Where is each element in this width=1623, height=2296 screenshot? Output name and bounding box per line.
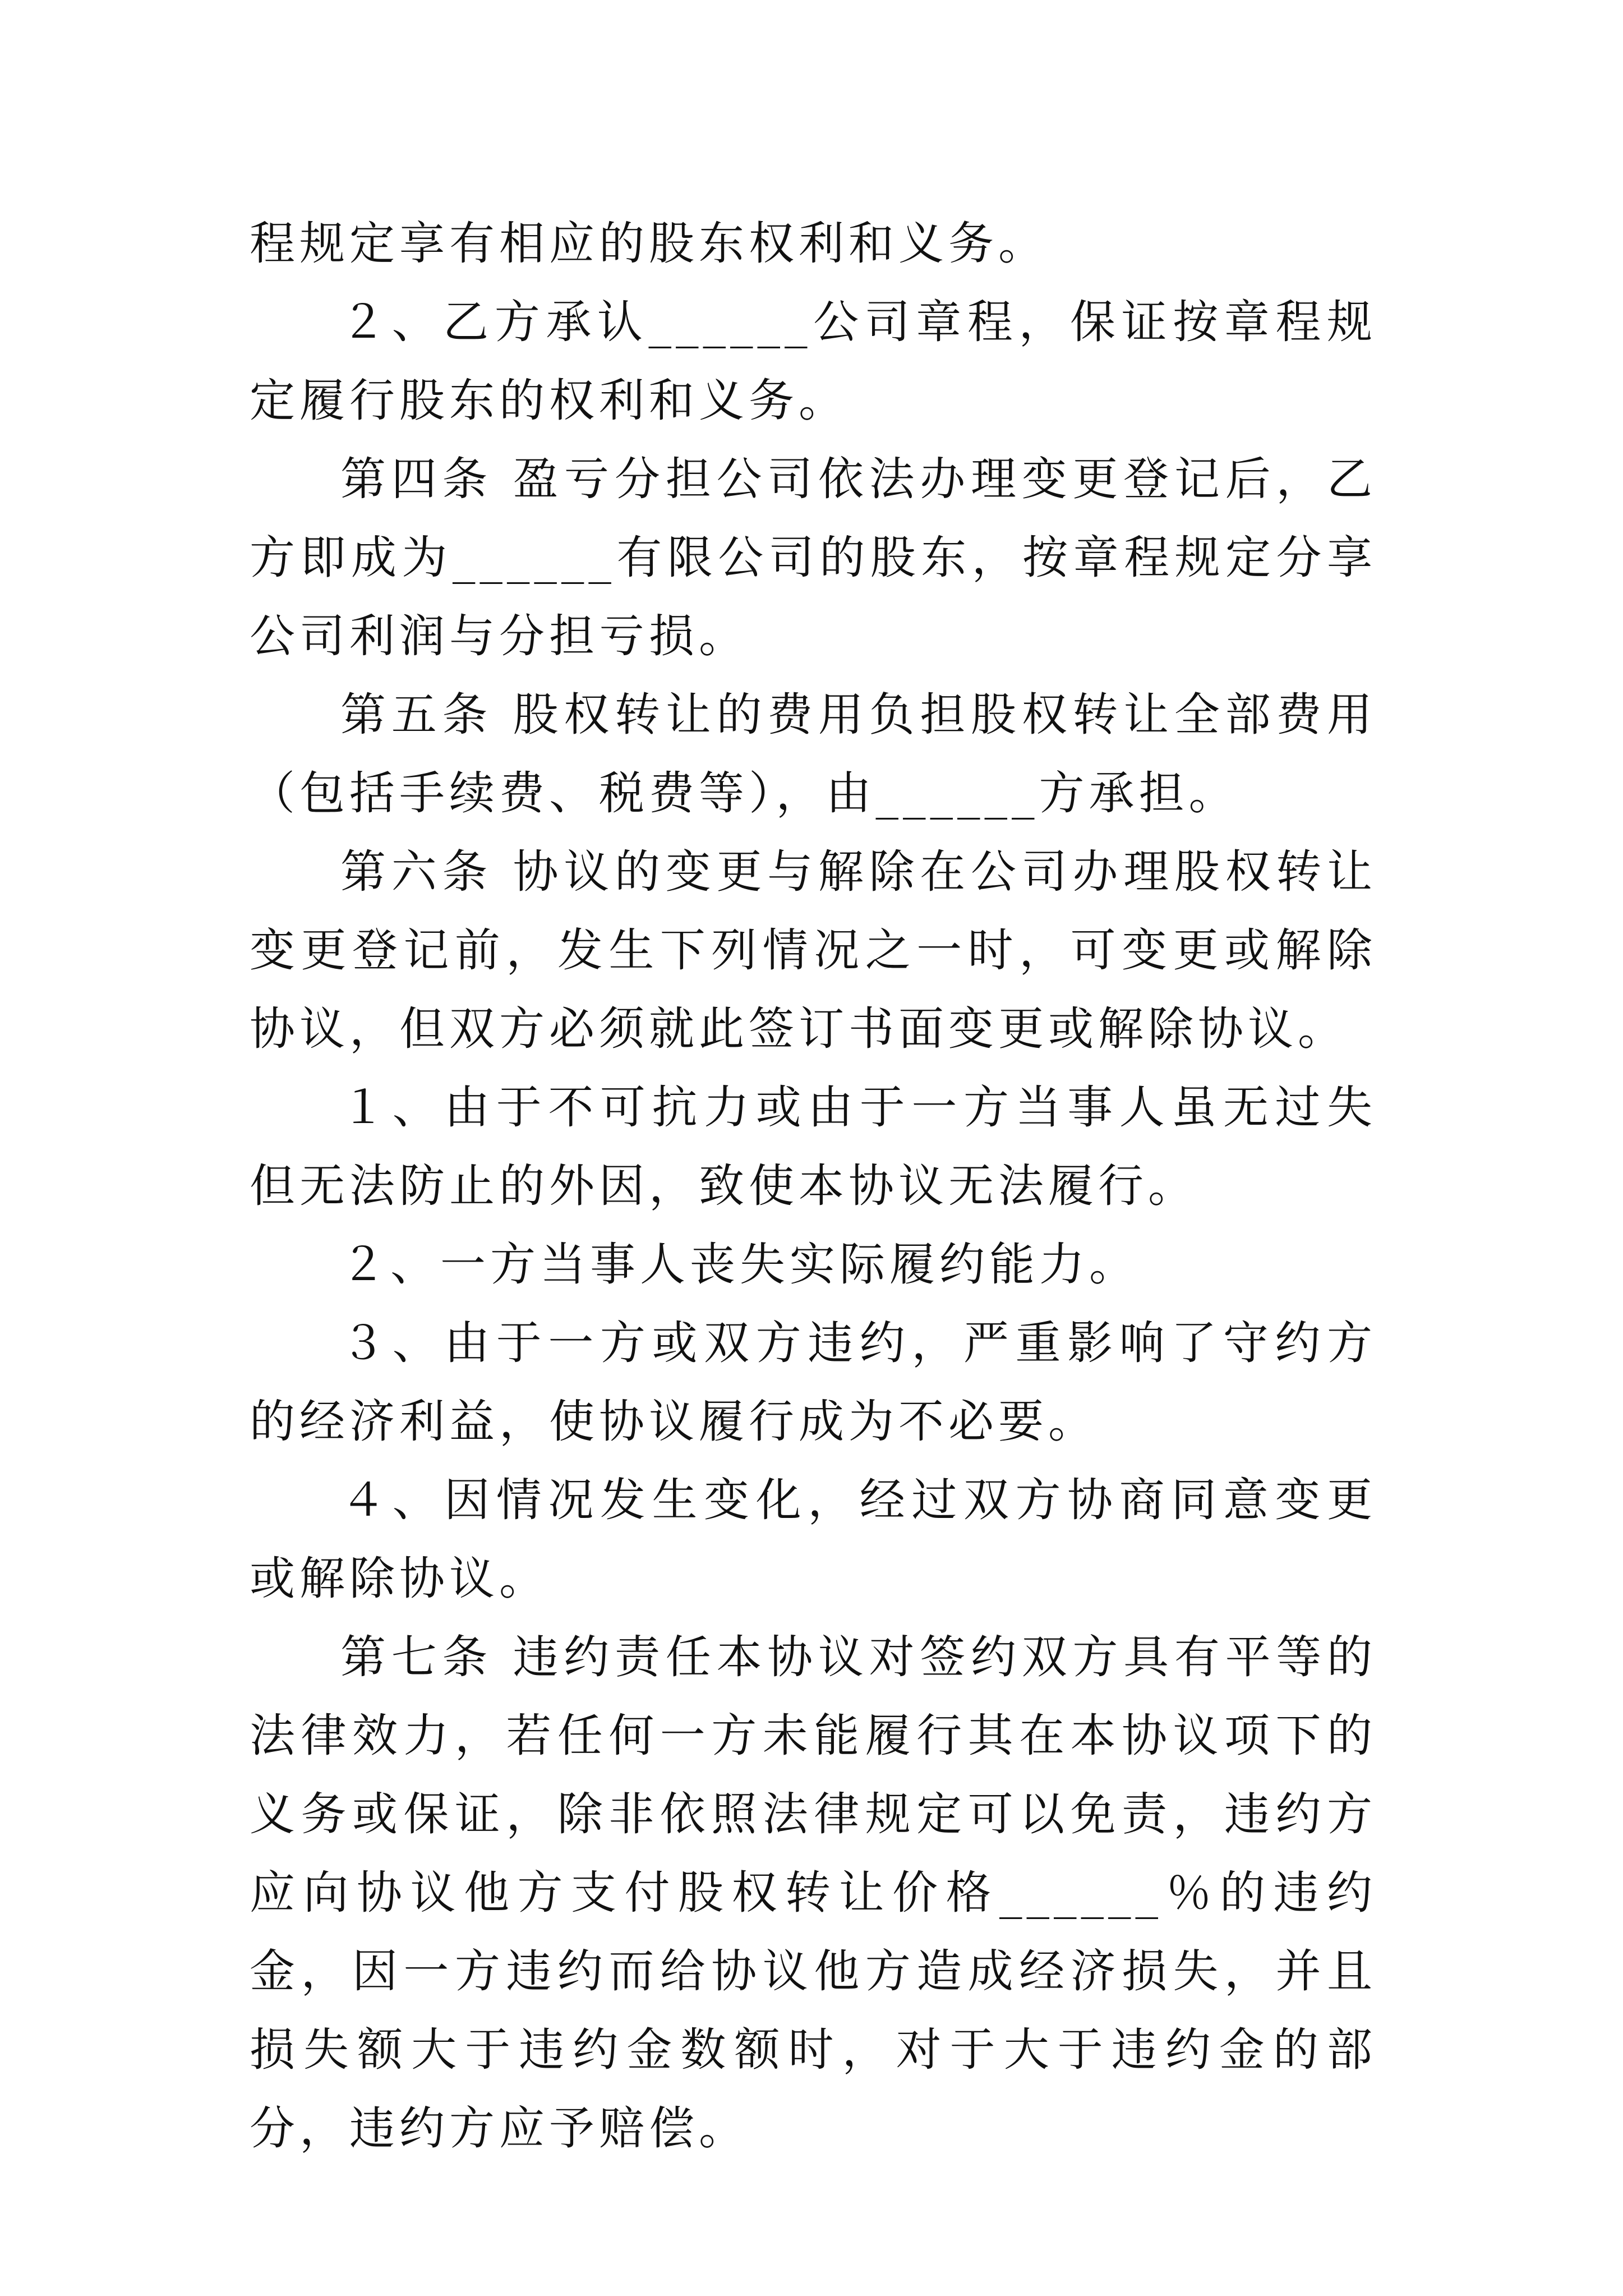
- paragraph-article-6: 第六条 协议的变更与解除在公司办理股权转让变更登记前，发生下列情况之一时，可变更或解除协议，但双方必须就此签订书面变更或解除协议。: [250, 846, 1377, 1056]
- paragraph-article-7: 第七条 违约责任本协议对签约双方具有平等的法律效力，若任何一方未能履行其在本协议项下的义务或保证，除非依照法律规定可以免责，违约方应向协议他方支付股权转让价格______％的违约金，因一方违约而给协议他方造成经济损失，并且损失额大于违约金数额时，对于大于违约金的部分，违约方应予赔偿。: [250, 1631, 1377, 2155]
- paragraph-item-4-change: ４、因情况发生变化，经过双方协商同意变更或解除协议。: [250, 1474, 1377, 1605]
- paragraph-article-4: 第四条 盈亏分担公司依法办理变更登记后，乙方即成为______有限公司的股东，按章程规定分享公司利润与分担亏损。: [250, 453, 1377, 663]
- document-body: [250, 205, 1377, 2168]
- paragraph-item-2-charter: ２、乙方承认______公司章程，保证按章程规定履行股东的权利和义务。: [250, 296, 1377, 427]
- paragraph-item-1-force-majeure: １、由于不可抗力或由于一方当事人虽无过失但无法防止的外因，致使本协议无法履行。: [250, 1082, 1377, 1213]
- paragraph-item-2-capacity: ２、一方当事人丧失实际履约能力。: [340, 1239, 1140, 1291]
- paragraph-article-5: 第五条 股权转让的费用负担股权转让全部费用（包括手续费、税费等），由______方承担。: [250, 689, 1377, 820]
- paragraph-continuation: 程规定享有相应的股东权利和义务。: [250, 218, 1049, 270]
- paragraph-item-3-breach: ３、由于一方或双方违约，严重影响了守约方的经济利益，使协议履行成为不必要。: [250, 1317, 1377, 1448]
